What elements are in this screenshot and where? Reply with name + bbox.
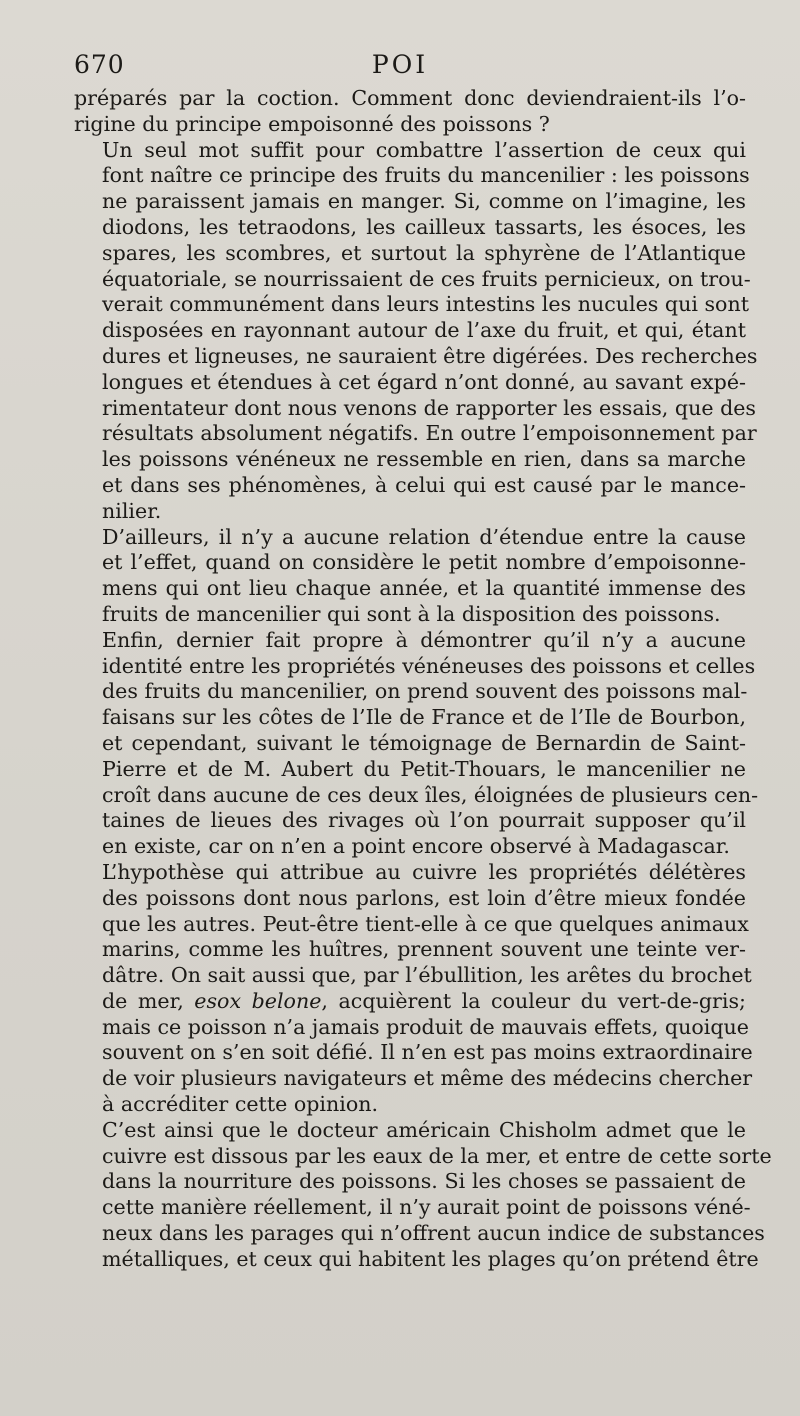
text-line: à accréditer cette opinion. <box>102 1092 379 1117</box>
paragraph <box>74 1117 772 1273</box>
text-line: dans la nourriture des poissons. Si les choses se passaient de <box>102 1169 746 1194</box>
text-line: mais ce poisson n’a jamais produit de mauvais effets, quoique <box>102 1014 749 1039</box>
text-line: des fruits du mancenilier, on prend souvent des poissons mal- <box>102 679 748 704</box>
text-line: et l’effet, quand on considère le petit nombre d’empoisonne- <box>102 550 746 575</box>
text-line: souvent on s’en soit défié. Il n’en est pas moins extraordinaire <box>102 1040 753 1065</box>
text-line: nilier. <box>102 498 162 523</box>
text-line: marins, comme les huîtres, prennent souvent une teinte ver- <box>102 937 746 962</box>
text-line: cette manière réellement, il n’y aurait point de poissons véné- <box>102 1195 751 1220</box>
running-head: POI <box>371 50 429 79</box>
text-line: cuivre est dissous par les eaux de la mer, et entre de cette sorte <box>102 1143 772 1168</box>
text-line: mens qui ont lieu chaque année, et la quantité immense des <box>102 576 746 601</box>
text-line: des poissons dont nous parlons, est loin d’être mieux fondée <box>102 885 746 910</box>
paragraph <box>74 627 759 860</box>
page-header <box>60 50 740 86</box>
text-line: rimentateur dont nous venons de rapporter les essais, que des <box>102 395 757 420</box>
text-line: en existe, car on n’en a point encore observé à Madagascar. <box>102 834 730 859</box>
text-line: croît dans aucune de ces deux îles, éloignées de plusieurs cen- <box>102 782 759 807</box>
text-line: C’est ainsi que le docteur américain Chisholm admet que le <box>102 1117 746 1142</box>
text-line: rigine du principe empoisonné des poissons ? <box>74 111 550 136</box>
text-line: préparés par la coction. Comment donc deviendraient-ils l’o- <box>74 86 746 110</box>
text-line: identité entre les propriétés vénéneuses des poissons et celles <box>102 653 756 678</box>
text-line: ne paraissent jamais en manger. Si, comme on l’imagine, les <box>102 189 746 214</box>
text-line: équatoriale, se nourrissaient de ces fruits pernicieux, on trou- <box>102 266 751 291</box>
text-line: de mer, esox belone, acquièrent la couleur du vert-de-gris; <box>102 988 746 1013</box>
text-line: et cependant, suivant le témoignage de Bernardin de Saint- <box>102 730 746 755</box>
text-line: de voir plusieurs navigateurs et même des médecins chercher <box>102 1066 753 1091</box>
text-line: diodons, les tetraodons, les cailleux tassarts, les ésoces, les <box>102 214 746 239</box>
text-line: métalliques, et ceux qui habitent les plages qu’on prétend être <box>102 1246 759 1271</box>
body-text <box>74 86 772 1273</box>
text-line: Un seul mot suffit pour combattre l’assertion de ceux qui <box>102 137 746 162</box>
text-line: D’ailleurs, il n’y a aucune relation d’étendue entre la cause <box>102 524 746 549</box>
text-line: résultats absolument négatifs. En outre l’empoisonnement par <box>102 421 757 446</box>
text-line: Enfin, dernier fait propre à démontrer qu’il n’y a aucune <box>102 627 746 652</box>
paragraph <box>74 859 753 1118</box>
text-line: dâtre. On sait aussi que, par l’ébullition, les arêtes du brochet <box>102 963 752 988</box>
text-line: Pierre et de M. Aubert du Petit-Thouars, le mancenilier ne <box>102 756 746 781</box>
text-line: et dans ses phénomènes, à celui qui est causé par le mance- <box>102 472 746 497</box>
text-line: font naître ce principe des fruits du mancenilier : les poissons <box>102 163 750 188</box>
page-number: 670 <box>74 50 125 79</box>
text-line: neux dans les parages qui n’offrent aucun indice de substances <box>102 1221 765 1246</box>
text-line: L’hypothèse qui attribue au cuivre les propriétés délétères <box>102 859 746 884</box>
paragraph <box>74 525 746 628</box>
text-line: spares, les scombres, et surtout la sphyrène de l’Atlantique <box>102 240 746 265</box>
text-line: que les autres. Peut-être tient-elle à ce que quelques animaux <box>102 911 749 936</box>
text-line: disposées en rayonnant autour de l’axe du fruit, et qui, étant <box>102 318 746 343</box>
text-line: longues et étendues à cet égard n’ont donné, au savant expé- <box>102 369 746 394</box>
paragraph <box>74 86 746 138</box>
text-line: verait communément dans leurs intestins les nucules qui sont <box>102 292 749 317</box>
text-line: dures et ligneuses, ne sauraient être digérées. Des recherches <box>102 343 758 368</box>
species-name: esox belone <box>194 988 322 1013</box>
paragraph <box>74 137 758 525</box>
text-line: faisans sur les côtes de l’Ile de France et de l’Ile de Bourbon, <box>102 705 746 730</box>
text-line: taines de lieues des rivages où l’on pourrait supposer qu’il <box>102 808 746 833</box>
text-line: fruits de mancenilier qui sont à la disposition des poissons. <box>102 601 721 626</box>
text-line: les poissons vénéneux ne ressemble en rien, dans sa marche <box>102 447 746 472</box>
